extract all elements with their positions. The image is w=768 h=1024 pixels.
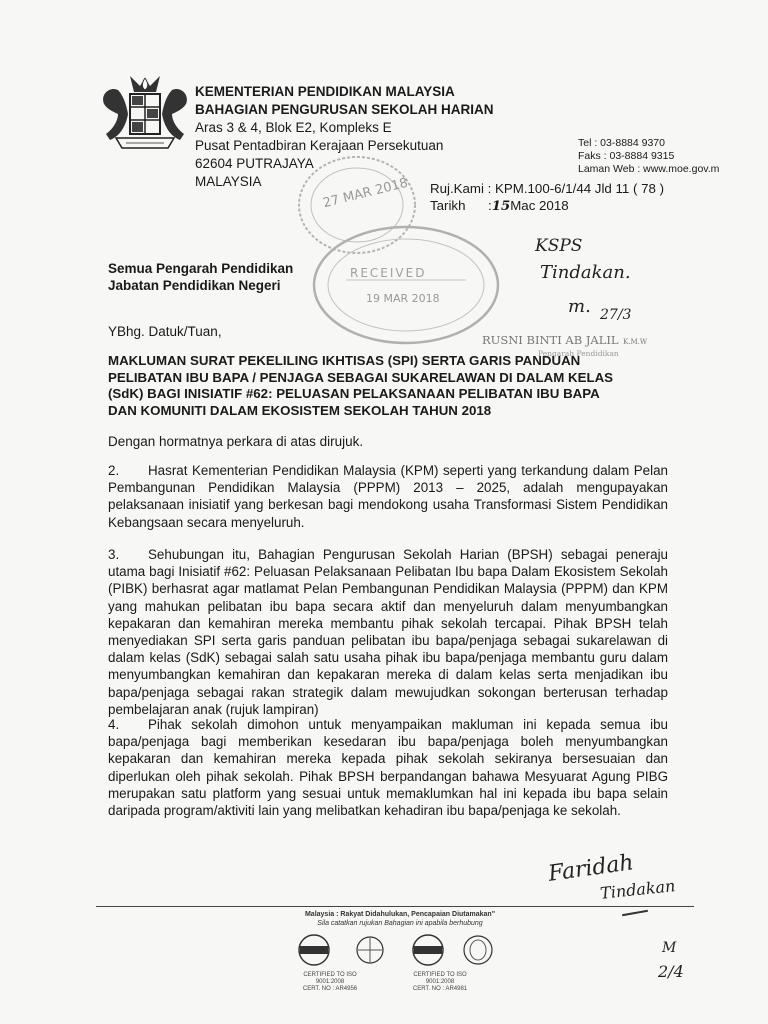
paragraph-text: Hasrat Kementerian Pendidikan Malaysia (KPM) seperti yang terkandung dalam Pelan Pembangunan Pendidikan Malaysia (PPPM) 2013 – 2025, adalah mengupayakan pelaksanaan inisiatif yang berkesan bagi mendokong usaha Transformasi Sistem Pendidikan Kebangsaan secara menyeluruh.: [108, 463, 668, 530]
address-line: Pusat Pentadbiran Kerajaan Persekutuan: [195, 138, 444, 153]
officer-title: Pengarah Pendidikan: [538, 349, 619, 358]
recipient-line: Semua Pengarah Pendidikan: [108, 261, 294, 276]
address-line: Aras 3 & 4, Blok E2, Kompleks E: [195, 120, 392, 135]
handwritten-initial: m.: [568, 296, 591, 317]
handwritten-signature: Faridah: [546, 850, 636, 887]
reference-block: [430, 180, 664, 215]
contact-block: [578, 137, 768, 176]
coat-of-arms-crest: [96, 74, 194, 156]
certification-2: [400, 972, 480, 993]
handwritten-ksps: KSPS: [535, 236, 583, 256]
recipient-block: [108, 260, 293, 294]
handwritten-action: Tindakan: [599, 876, 677, 903]
officer-name: RUSNI BINTI AB JALIL: [482, 333, 619, 347]
footer-rule: [96, 906, 694, 907]
date-rest: Mac 2018: [510, 198, 569, 213]
paragraph: [108, 546, 668, 718]
date-label: Tarikh: [430, 198, 466, 213]
date-day: 15: [491, 199, 511, 214]
received-stamp-label: RECEIVED: [350, 266, 427, 280]
date-line: [430, 197, 664, 215]
paragraph-number: 3.: [108, 547, 120, 562]
website: Laman Web : www.moe.gov.m: [578, 163, 720, 175]
footer-motto-note: Sila catatkan rujukan Bahagian ini apabila berhubung: [317, 920, 483, 927]
fax-number: Faks : 03-8884 9315: [578, 150, 675, 162]
reference-number: Ruj.Kami : KPM.100-6/1/44 Jld 11 ( 78 ): [430, 181, 665, 196]
cert-title: CERTIFIED TO ISO 9001:2008: [413, 972, 467, 985]
received-stamp: [306, 220, 506, 350]
subject-block: [108, 353, 668, 419]
handwritten-corner-date: 2/4: [658, 962, 684, 981]
handwritten-date: 27/3: [600, 307, 632, 323]
received-stamp-date: 19 MAR 2018: [366, 292, 440, 305]
paragraph-number: 4.: [108, 717, 120, 732]
handwritten-dash: [622, 910, 648, 916]
paragraph-text: Pihak sekolah dimohon untuk menyampaikan makluman ini kepada semua ibu bapa/penjaga bagi memberikan kesedaran ibu bapa/penjaga boleh menyumbangkan kepakaran dan kemahiran mereka kepada pihak sekolah sekiranya bersesuaian dan diperlukan oleh pihak sekolah. Pihak BPSH berpandangan bahawa Mesyuarat Agung PIBG merupakan satu platform yang sesuai untuk memaklumkan hal ini kepada ibu bapa selain daripada program/aktiviti lain yang melibatkan kehadiran ibu bapa/penjaga ke sekolah.: [108, 717, 668, 819]
officer-suffix: K.M.W: [623, 338, 648, 346]
ministry-name: KEMENTERIAN PENDIDIKAN MALAYSIA: [195, 84, 455, 99]
footer-motto-line: Malaysia : Rakyat Didahulukan, Pencapaian Diutamakan": [304, 911, 496, 918]
opening-line: Dengan hormatnya perkara di atas dirujuk.: [108, 434, 364, 449]
footer-motto: [260, 910, 540, 928]
address-line: 62604 PUTRAJAYA: [195, 156, 314, 171]
dated-stamp-date: 27 MAR 2018: [321, 175, 410, 212]
subject-line: (SdK) BAGI INISIATIF #62: PELUASAN PELAKSANAAN PELIBATAN IBU BAPA: [108, 386, 600, 401]
recipient-line: Jabatan Pendidikan Negeri: [108, 278, 281, 293]
tel-number: Tel : 03-8884 9370: [578, 137, 665, 149]
cert-number: CERT. NO : AR4981: [412, 986, 468, 992]
handwritten-corner-initial: M: [662, 940, 677, 956]
subject-line: DAN KOMUNITI DALAM EKOSISTEM SEKOLAH TAHUN 2018: [108, 402, 492, 418]
paragraph-text: Sehubungan itu, Bahagian Pengurusan Sekolah Harian (BPSH) sebagai peneraju utama bagi Inisiatif #62: Peluasan Pelaksanaan Pelibatan Ibu bapa Dalam Ekosistem Sekolah (PIBK) berhasrat agar matlamat Pelan Pembangunan Pendidikan Malaysia (PPPM) dan KPM yang mahukan pelibatan ibu bapa secara aktif dan menyeluruh dalam menyumbangkan kepakaran dan kemahiran mereka membantu pihak sekolah tercapai. Pihak BPSH telah menyediakan SPI serta garis panduan pelibatan ibu bapa/penjaga sebagai sukarelawan di dalam kelas (SdK) sebagai salah satu usaha pihak ibu bapa/penjaga membantu guru dalam menyumbangkan kemahiran dan kepakaran mereka di dalam kelas serta menjadikan ibu bapa/penjaga sebagai rakan strategik dalam mewujudkan sokongan berterusan terhadap pembelajaran anak (rujuk lampiran): [108, 547, 668, 717]
handwritten-tindakan: Tindakan.: [540, 262, 631, 283]
subject-line: MAKLUMAN SURAT PEKELILING IKHTISAS (SPI) SERTA GARIS PANDUAN: [108, 353, 581, 368]
certification-logos: [288, 930, 498, 970]
subject-line: PELIBATAN IBU BAPA / PENJAGA SEBAGAI SUKARELAWAN DI DALAM KELAS: [108, 369, 614, 385]
paragraph: [108, 716, 668, 819]
date-colon: :: [488, 198, 492, 213]
cert-title: CERTIFIED TO ISO 9001:2008: [303, 972, 357, 985]
salutation: YBhg. Datuk/Tuan,: [108, 324, 222, 339]
paragraph-number: 2.: [108, 463, 120, 478]
paragraph: [108, 462, 668, 531]
certification-1: [290, 972, 370, 993]
cert-number: CERT. NO : AR4956: [302, 986, 358, 992]
address-line: MALAYSIA: [195, 174, 262, 189]
division-name: BAHAGIAN PENGURUSAN SEKOLAH HARIAN: [195, 102, 494, 117]
